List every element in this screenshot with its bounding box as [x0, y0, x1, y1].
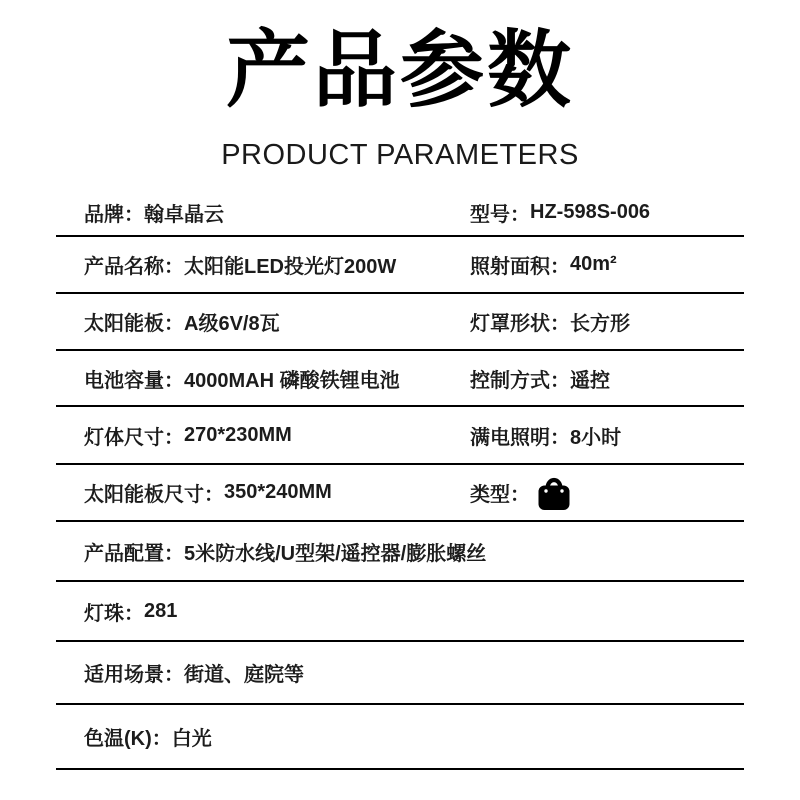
spec-label: 太阳能板： — [84, 313, 184, 335]
spec-table — [56, 190, 744, 770]
table-row-color-temperature — [56, 705, 744, 770]
spec-cell-battery — [84, 364, 400, 393]
handbag-icon — [538, 474, 570, 512]
spec-cell-product-name — [84, 250, 396, 279]
spec-cell-model — [470, 190, 650, 235]
spec-label: 灯珠： — [84, 602, 144, 625]
spec-label: 照射面积： — [470, 256, 570, 278]
spec-value: 白光 — [171, 728, 212, 750]
spec-label: 品牌： — [84, 204, 144, 226]
table-row-panelsize-type — [56, 465, 744, 522]
spec-cell-solar-panel — [84, 307, 280, 336]
table-row-configuration — [56, 522, 744, 582]
spec-value: A级6V/8瓦 — [184, 313, 280, 335]
table-row-battery-control — [56, 351, 744, 407]
spec-label: 类型： — [470, 484, 530, 506]
spec-label: 控制方式： — [470, 369, 570, 392]
spec-value: 翰卓晶云 — [144, 204, 224, 226]
spec-value: 遥控 — [570, 369, 610, 392]
spec-label: 色温(K)： — [84, 728, 172, 750]
spec-cell-brand — [84, 198, 224, 227]
spec-cell-panel-size — [84, 478, 332, 507]
table-row-brand-model — [56, 190, 744, 237]
spec-value: HZ-598S-006 — [530, 201, 651, 223]
spec-cell-control-mode — [470, 351, 610, 405]
spec-label: 太阳能板尺寸： — [84, 484, 224, 506]
table-row-size-lighting — [56, 407, 744, 465]
spec-value: 350*240MM — [224, 481, 332, 503]
spec-label: 电池容量： — [84, 369, 184, 392]
spec-label: 适用场景： — [84, 664, 184, 686]
spec-label: 产品配置： — [84, 542, 184, 565]
spec-label: 型号： — [470, 204, 530, 226]
table-row-usage-scene — [56, 642, 744, 705]
spec-value: 长方形 — [570, 313, 630, 335]
spec-cell-lamp-size — [84, 421, 292, 450]
spec-cell-type — [470, 465, 570, 520]
page-subtitle: PRODUCT PARAMETERS — [221, 139, 579, 171]
spec-cell-shade-shape — [470, 294, 630, 349]
spec-value: 4000MAH 磷酸铁锂电池 — [184, 369, 400, 392]
spec-value: 40m² — [570, 253, 617, 275]
spec-cell-full-charge-lighting — [470, 407, 621, 463]
spec-cell-usage-scene — [84, 658, 304, 687]
spec-label: 灯体尺寸： — [84, 426, 184, 449]
spec-cell-configuration — [84, 537, 486, 566]
spec-cell-color-temperature — [84, 722, 212, 751]
spec-value: 281 — [144, 599, 178, 622]
spec-value: 5米防水线/U型架/遥控器/膨胀螺丝 — [184, 542, 487, 565]
table-row-name-area — [56, 237, 744, 294]
spec-cell-led-beads — [84, 597, 177, 626]
spec-cell-illuminated-area — [470, 237, 617, 292]
table-row-led-beads — [56, 582, 744, 642]
spec-value: 街道、庭院等 — [184, 664, 304, 686]
spec-value: 270*230MM — [184, 423, 292, 446]
spec-value: 8小时 — [570, 426, 622, 449]
table-row-panel-shade — [56, 294, 744, 351]
spec-label: 满电照明： — [470, 426, 570, 449]
page-title: 产品参数 — [225, 23, 574, 117]
spec-label: 灯罩形状： — [470, 313, 570, 335]
spec-label: 产品名称： — [84, 256, 184, 278]
spec-value: 太阳能LED投光灯200W — [184, 256, 397, 278]
